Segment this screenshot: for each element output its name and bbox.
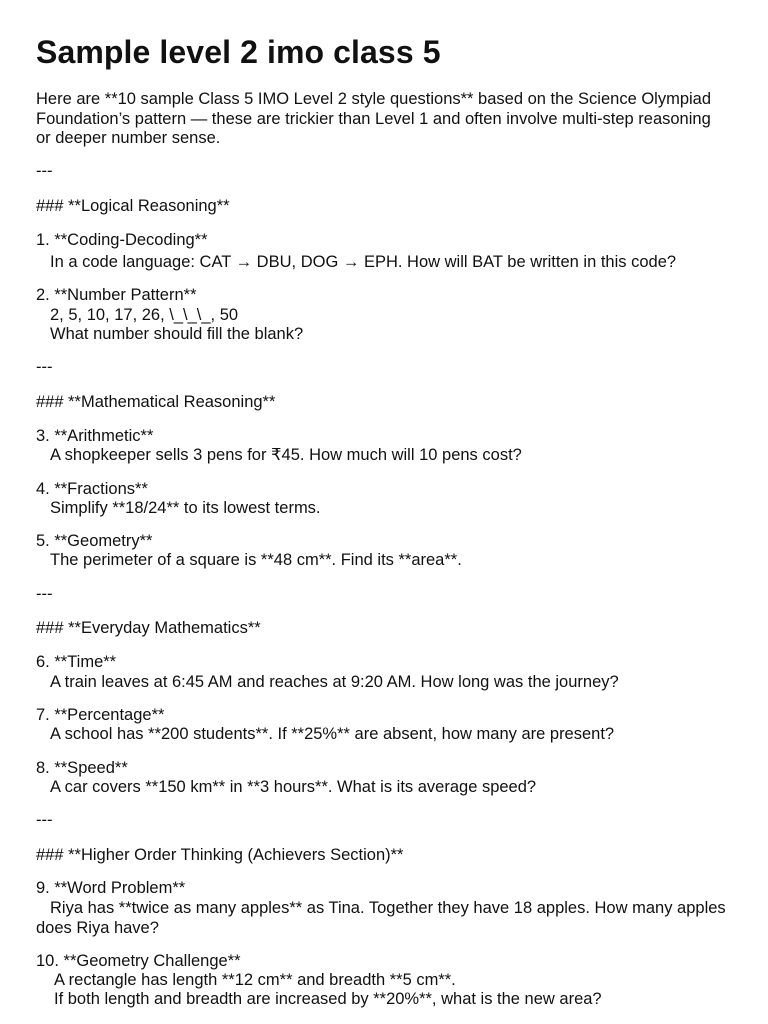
page-title: Sample level 2 imo class 5 bbox=[36, 34, 441, 70]
divider-4: --- bbox=[36, 811, 53, 829]
divider-3: --- bbox=[36, 585, 53, 603]
section-heading-higher-order-thinking: ### **Higher Order Thinking (Achievers Section)** bbox=[36, 846, 404, 864]
question-6-title: 6. **Time** bbox=[36, 653, 117, 671]
question-5-text: The perimeter of a square is **48 cm**. Find its **area**. bbox=[50, 551, 462, 569]
question-4-text: Simplify **18/24** to its lowest terms. bbox=[50, 499, 321, 517]
question-7-text: A school has **200 students**. If **25%** are absent, how many are present? bbox=[50, 725, 615, 743]
section-heading-logical-reasoning: ### **Logical Reasoning** bbox=[36, 197, 230, 215]
question-1-text: In a code language: CAT → DBU, DOG → EPH. How will BAT be written in this code? bbox=[50, 253, 677, 271]
question-7-title: 7. **Percentage** bbox=[36, 706, 165, 724]
question-8-text: A car covers **150 km** in **3 hours**. What is its average speed? bbox=[50, 778, 537, 796]
question-10-text-1: A rectangle has length **12 cm** and breadth **5 cm**. bbox=[54, 971, 456, 989]
question-5-title: 5. **Geometry** bbox=[36, 532, 153, 550]
question-8-title: 8. **Speed** bbox=[36, 759, 128, 777]
question-2-text: What number should fill the blank? bbox=[50, 325, 304, 343]
question-10-text-2: If both length and breadth are increased by **20%**, what is the new area? bbox=[54, 990, 602, 1008]
question-10-title: 10. **Geometry Challenge** bbox=[36, 952, 241, 970]
question-9-title: 9. **Word Problem** bbox=[36, 879, 186, 897]
section-heading-everyday-mathematics: ### **Everyday Mathematics** bbox=[36, 619, 261, 637]
question-6-text: A train leaves at 6:45 AM and reaches at 9:20 AM. How long was the journey? bbox=[50, 673, 619, 691]
question-1-title: 1. **Coding-Decoding** bbox=[36, 231, 208, 249]
question-2-title: 2. **Number Pattern** bbox=[36, 286, 197, 304]
divider-2: --- bbox=[36, 358, 53, 376]
question-4-title: 4. **Fractions** bbox=[36, 480, 148, 498]
question-9-text: Riya has **twice as many apples** as Tina. Together they have 18 apples. How many apples does Riya have? bbox=[36, 899, 726, 937]
question-3-text: A shopkeeper sells 3 pens for ₹45. How much will 10 pens cost? bbox=[50, 446, 522, 464]
question-2-sequence: 2, 5, 10, 17, 26, \_\_\_, 50 bbox=[50, 306, 239, 324]
section-heading-mathematical-reasoning: ### **Mathematical Reasoning** bbox=[36, 393, 276, 411]
intro-paragraph: Here are **10 sample Class 5 IMO Level 2 style questions** based on the Science Olympiad Foundation’s pattern — these are trickier than Level 1 and often involve multi-step reasoning or deeper number sense. bbox=[36, 90, 712, 147]
question-3-title: 3. **Arithmetic** bbox=[36, 427, 154, 445]
divider-1: --- bbox=[36, 162, 53, 180]
